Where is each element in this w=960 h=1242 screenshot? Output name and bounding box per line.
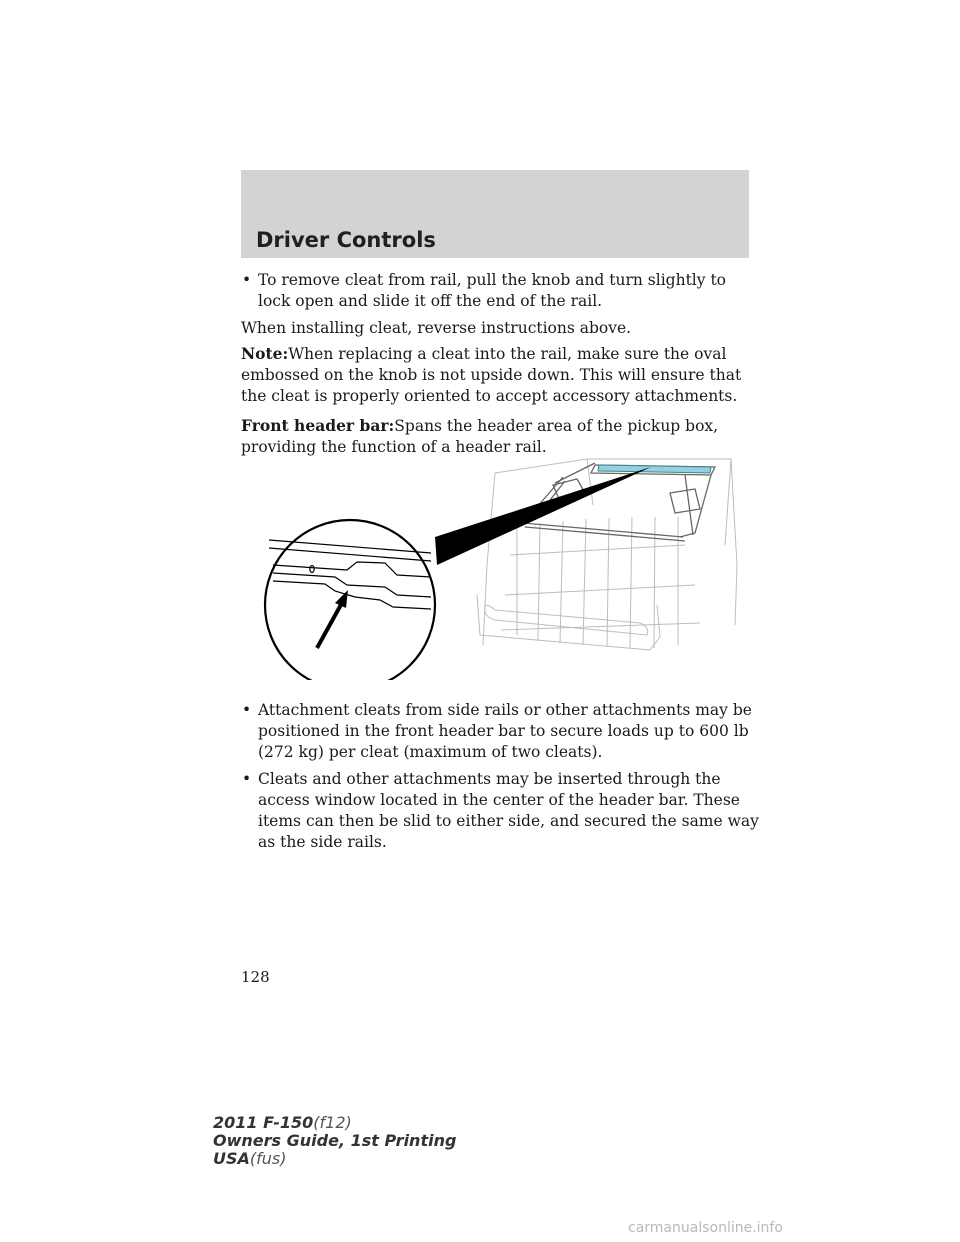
header-bar-illustration — [255, 445, 750, 680]
bullet-symbol: • — [242, 770, 252, 788]
page-number: 128 — [241, 968, 270, 986]
watermark: carmanualsonline.info — [628, 1220, 783, 1236]
bullet-attachment-cleats — [241, 700, 761, 763]
bullet-text: Attachment cleats from side rails or other attachments may be positioned in the front header bar to secure loads up to 600 lb (272 kg) per cleat (maximum of two cleats). — [258, 701, 752, 761]
bullet-text: Cleats and other attachments may be inserted through the access window located in the center of the header bar. These items can then be slid to either side, and secured the same way as the side rails. — [258, 770, 759, 851]
front-header-text: Spans the header area of the pickup box, providing the function of a header rail. — [241, 417, 719, 456]
footer-line-guide: Owners Guide, 1st Printing — [213, 1131, 457, 1150]
front-header-label: Front header bar: — [241, 416, 395, 435]
note-label: Note: — [241, 344, 289, 363]
install-paragraph: When installing cleat, reverse instructions above. — [241, 319, 632, 337]
bullet-remove-cleat — [241, 270, 761, 312]
footer-line-model: 2011 F-150(f12) — [213, 1113, 352, 1132]
bullet-text: To remove cleat from rail, pull the knob and turn slightly to lock open and slide it off the end of the rail. — [258, 271, 727, 310]
bullet-symbol: • — [242, 271, 252, 289]
section-title: Driver Controls — [256, 228, 436, 252]
note-text: When replacing a cleat into the rail, make sure the oval embossed on the knob is not upside down. This will ensure that the cleat is properly oriented to accept accessory attachments. — [241, 345, 742, 405]
bullet-symbol: • — [242, 701, 252, 719]
bullet-access-window — [241, 769, 761, 851]
footer-line-region: USA(fus) — [213, 1149, 287, 1168]
footer-print-info — [213, 1114, 456, 1168]
note-paragraph — [241, 343, 761, 407]
